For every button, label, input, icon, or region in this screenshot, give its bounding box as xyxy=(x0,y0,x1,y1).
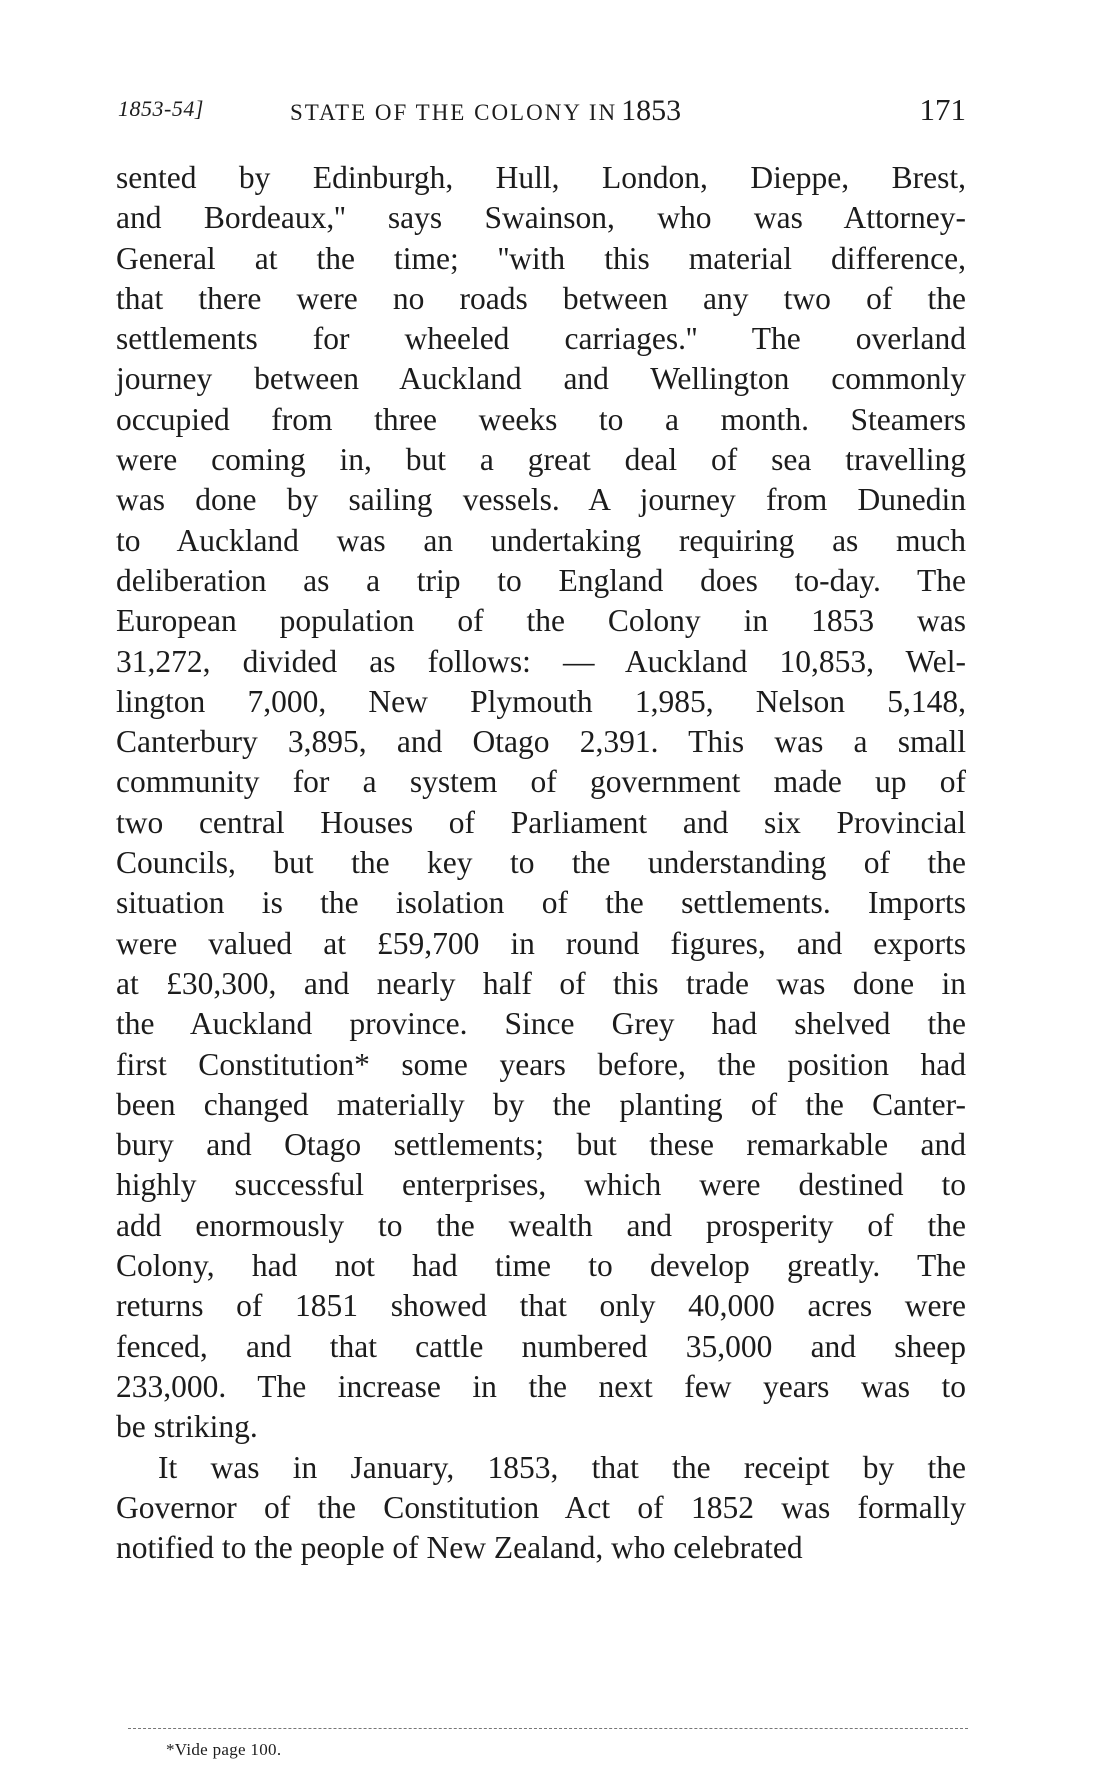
running-head-date-range: 1853-54] xyxy=(118,96,204,121)
text-line: lington 7,000, New Plymouth 1,985, Nelson 5,148, xyxy=(116,683,966,719)
text-line: occupied from three weeks to a month. Steamers xyxy=(116,401,966,437)
paragraph xyxy=(116,1448,966,1569)
running-head-title-text: STATE OF THE COLONY IN xyxy=(290,100,618,125)
text-line: sented by Edinburgh, Hull, London, Dieppe, Brest, xyxy=(116,160,966,195)
text-line: were valued at £59,700 in round figures, and exports xyxy=(116,925,966,961)
text-line: It was in January, 1853, that the receipt by the xyxy=(158,1449,966,1485)
running-head-title xyxy=(290,94,681,128)
text-line: been changed materially by the planting of the Canter- xyxy=(116,1086,966,1122)
text-line: first Constitution* some years before, the position had xyxy=(116,1046,966,1082)
text-line: be striking. xyxy=(116,1409,258,1445)
text-line: Colony, had not had time to develop greatly. The xyxy=(116,1248,966,1284)
text-line: two central Houses of Parliament and six Provincial xyxy=(116,804,966,840)
text-line: returns of 1851 showed that only 40,000 acres were xyxy=(116,1288,966,1324)
text-line: settlements for wheeled carriages.'' The overland xyxy=(116,321,966,357)
text-line: and Bordeaux,'' says Swainson, who was Attorney- xyxy=(116,200,966,236)
footnote: *Vide page 100. xyxy=(166,1740,282,1759)
text-line: add enormously to the wealth and prosperity of the xyxy=(116,1207,966,1243)
text-line: 233,000. The increase in the next few years was to xyxy=(116,1368,966,1404)
text-line: situation is the isolation of the settlements. Imports xyxy=(116,885,966,921)
text-line: highly successful enterprises, which were destined to xyxy=(116,1167,966,1203)
text-line: Canterbury 3,895, and Otago 2,391. This was a small xyxy=(116,724,966,760)
footnote-rule xyxy=(128,1728,968,1729)
text-line: journey between Auckland and Wellington commonly xyxy=(116,361,966,397)
text-line: Governor of the Constitution Act of 1852 was formally xyxy=(116,1489,966,1525)
text-line: deliberation as a trip to England does to-day. The xyxy=(116,562,966,598)
body-text xyxy=(116,158,966,1568)
text-line: that there were no roads between any two of the xyxy=(116,280,966,316)
running-head xyxy=(118,92,966,132)
text-line: Councils, but the key to the understanding of the xyxy=(116,845,966,881)
text-line: to Auckland was an undertaking requiring as much xyxy=(116,522,966,558)
running-head-title-year: 1853 xyxy=(621,94,682,127)
text-line: notified to the people of New Zealand, who celebrated xyxy=(116,1530,803,1566)
paragraph xyxy=(116,158,966,1448)
text-line: at £30,300, and nearly half of this trade was done in xyxy=(116,965,966,1001)
text-line: was done by sailing vessels. A journey from Dunedin xyxy=(116,482,966,518)
text-line: were coming in, but a great deal of sea travelling xyxy=(116,442,966,478)
text-line: General at the time; ''with this material difference, xyxy=(116,240,966,276)
text-line: the Auckland province. Since Grey had shelved the xyxy=(116,1006,966,1042)
text-line: fenced, and that cattle numbered 35,000 and sheep xyxy=(116,1328,966,1364)
page-number: 171 xyxy=(919,92,966,127)
text-line: community for a system of government made up of xyxy=(116,764,966,800)
text-line: European population of the Colony in 1853 was xyxy=(116,603,966,639)
text-line: bury and Otago settlements; but these remarkable and xyxy=(116,1127,966,1163)
text-line: 31,272, divided as follows: — Auckland 10,853, Wel- xyxy=(116,643,966,679)
